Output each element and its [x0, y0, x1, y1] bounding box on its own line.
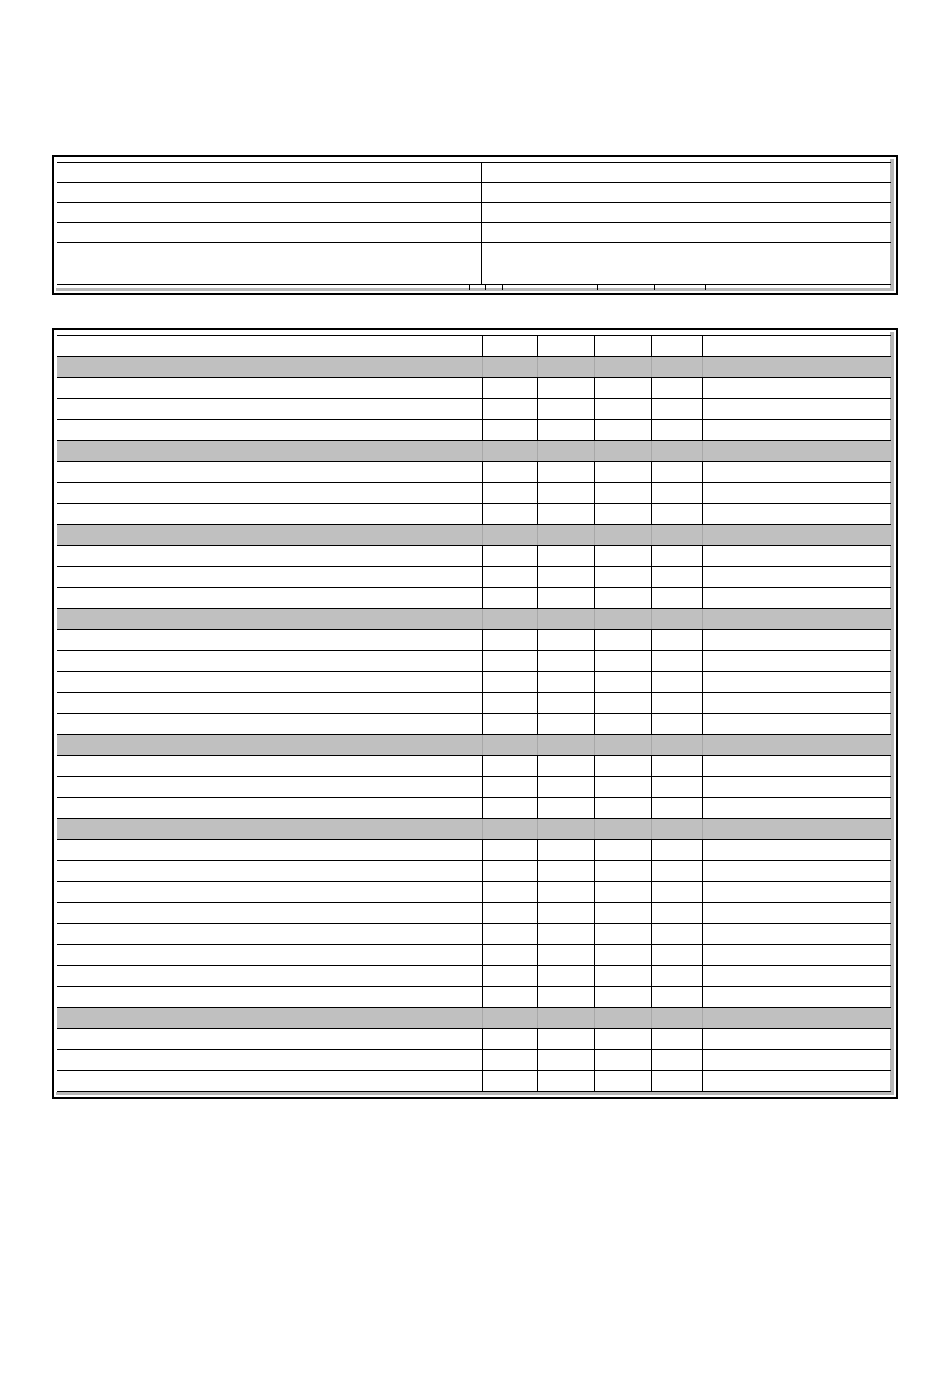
item-cell [57, 651, 482, 672]
remarks-cell[interactable] [702, 924, 891, 945]
section-filler-cell [482, 1008, 537, 1029]
col-b-cell[interactable] [537, 630, 594, 651]
col-b-cell[interactable] [537, 378, 594, 399]
section-filler-cell [702, 357, 891, 378]
col-b-cell[interactable] [537, 945, 594, 966]
col-b-cell[interactable] [537, 546, 594, 567]
section-filler-cell [702, 441, 891, 462]
remarks-cell[interactable] [702, 714, 891, 735]
col-a-cell[interactable] [482, 1050, 537, 1071]
section-filler-cell [594, 819, 651, 840]
header-col-b [537, 336, 594, 357]
section-filler-cell [651, 609, 702, 630]
col-d-cell[interactable] [651, 420, 702, 441]
col-a-cell[interactable] [482, 567, 537, 588]
column-stub [597, 284, 598, 290]
col-b-cell[interactable] [537, 714, 594, 735]
header-remarks [702, 336, 891, 357]
table-row [57, 546, 891, 567]
section-title [57, 525, 482, 546]
item-cell [57, 714, 482, 735]
col-b-cell[interactable] [537, 588, 594, 609]
section-filler-cell [594, 357, 651, 378]
info-label [57, 163, 481, 183]
section-filler-cell [651, 819, 702, 840]
item-cell [57, 546, 482, 567]
col-d-cell[interactable] [651, 987, 702, 1008]
remarks-cell[interactable] [702, 567, 891, 588]
col-d-cell[interactable] [651, 861, 702, 882]
info-row [57, 203, 891, 223]
section-title [57, 441, 482, 462]
section-filler-cell [537, 735, 594, 756]
section-filler-cell [482, 441, 537, 462]
col-a-cell[interactable] [482, 399, 537, 420]
col-d-cell[interactable] [651, 945, 702, 966]
col-a-cell[interactable] [482, 903, 537, 924]
remarks-cell[interactable] [702, 483, 891, 504]
table-row [57, 1050, 891, 1071]
remarks-cell[interactable] [702, 1029, 891, 1050]
remarks-cell[interactable] [702, 630, 891, 651]
info-row [57, 223, 891, 243]
col-a-cell[interactable] [482, 966, 537, 987]
col-d-cell[interactable] [651, 966, 702, 987]
remarks-cell[interactable] [702, 378, 891, 399]
table-row [57, 630, 891, 651]
col-c-cell[interactable] [594, 378, 651, 399]
col-d-cell[interactable] [651, 630, 702, 651]
table-row [57, 840, 891, 861]
item-cell [57, 903, 482, 924]
col-d-cell[interactable] [651, 1050, 702, 1071]
col-a-cell[interactable] [482, 630, 537, 651]
section-title [57, 819, 482, 840]
col-d-cell[interactable] [651, 672, 702, 693]
info-value-field[interactable] [481, 163, 891, 183]
table-row [57, 672, 891, 693]
col-c-cell[interactable] [594, 987, 651, 1008]
col-b-cell[interactable] [537, 462, 594, 483]
section-filler-cell [482, 819, 537, 840]
section-filler-cell [482, 357, 537, 378]
section-filler-cell [594, 1008, 651, 1029]
col-d-cell[interactable] [651, 567, 702, 588]
section-header-row [57, 441, 891, 462]
info-label [57, 203, 481, 223]
table-row [57, 903, 891, 924]
section-header-row [57, 525, 891, 546]
col-d-cell[interactable] [651, 840, 702, 861]
item-cell [57, 567, 482, 588]
section-title [57, 609, 482, 630]
col-c-cell[interactable] [594, 588, 651, 609]
item-cell [57, 924, 482, 945]
col-a-cell[interactable] [482, 987, 537, 1008]
remarks-cell[interactable] [702, 945, 891, 966]
col-d-cell[interactable] [651, 903, 702, 924]
col-c-cell[interactable] [594, 714, 651, 735]
col-a-cell[interactable] [482, 483, 537, 504]
col-c-cell[interactable] [594, 924, 651, 945]
section-filler-cell [482, 525, 537, 546]
section-filler-cell [482, 735, 537, 756]
col-a-cell[interactable] [482, 504, 537, 525]
col-b-cell[interactable] [537, 1050, 594, 1071]
info-label [57, 223, 481, 243]
section-filler-cell [594, 441, 651, 462]
remarks-cell[interactable] [702, 966, 891, 987]
item-cell [57, 861, 482, 882]
remarks-cell[interactable] [702, 987, 891, 1008]
col-c-cell[interactable] [594, 1029, 651, 1050]
col-c-cell[interactable] [594, 1071, 651, 1092]
col-c-cell[interactable] [594, 504, 651, 525]
col-c-cell[interactable] [594, 693, 651, 714]
col-a-cell[interactable] [482, 546, 537, 567]
col-d-cell[interactable] [651, 1071, 702, 1092]
table-row [57, 504, 891, 525]
table-row [57, 777, 891, 798]
section-filler-cell [537, 441, 594, 462]
remarks-cell[interactable] [702, 588, 891, 609]
col-a-cell[interactable] [482, 756, 537, 777]
info-table [57, 162, 891, 285]
section-title [57, 1008, 482, 1029]
col-d-cell[interactable] [651, 693, 702, 714]
col-a-cell[interactable] [482, 693, 537, 714]
col-c-cell[interactable] [594, 861, 651, 882]
info-row [57, 183, 891, 203]
checklist-form [52, 328, 898, 1099]
column-stub [705, 284, 706, 290]
section-header-row [57, 1008, 891, 1029]
col-d-cell[interactable] [651, 798, 702, 819]
table-row [57, 567, 891, 588]
col-d-cell[interactable] [651, 882, 702, 903]
remarks-cell[interactable] [702, 861, 891, 882]
info-form [52, 155, 898, 295]
table-row [57, 756, 891, 777]
col-a-cell[interactable] [482, 672, 537, 693]
item-cell [57, 840, 482, 861]
table-row [57, 966, 891, 987]
column-stub [485, 284, 486, 290]
remarks-cell[interactable] [702, 882, 891, 903]
section-filler-cell [537, 819, 594, 840]
table-row [57, 420, 891, 441]
item-cell [57, 966, 482, 987]
item-cell [57, 756, 482, 777]
section-filler-cell [651, 735, 702, 756]
col-b-cell[interactable] [537, 777, 594, 798]
item-cell [57, 483, 482, 504]
col-a-cell[interactable] [482, 924, 537, 945]
item-cell [57, 777, 482, 798]
header-col-a [482, 336, 537, 357]
col-d-cell[interactable] [651, 504, 702, 525]
col-c-cell[interactable] [594, 756, 651, 777]
col-c-cell[interactable] [594, 966, 651, 987]
col-c-cell[interactable] [594, 882, 651, 903]
column-stub [654, 284, 655, 290]
col-c-cell[interactable] [594, 462, 651, 483]
section-filler-cell [537, 525, 594, 546]
col-b-cell[interactable] [537, 987, 594, 1008]
info-value-field[interactable] [481, 243, 891, 285]
item-cell [57, 945, 482, 966]
header-col-d [651, 336, 702, 357]
table-row [57, 945, 891, 966]
remarks-cell[interactable] [702, 651, 891, 672]
col-a-cell[interactable] [482, 588, 537, 609]
table-row [57, 483, 891, 504]
table-row [57, 651, 891, 672]
col-d-cell[interactable] [651, 1029, 702, 1050]
item-cell [57, 1071, 482, 1092]
remarks-cell[interactable] [702, 798, 891, 819]
item-cell [57, 1050, 482, 1071]
remarks-cell[interactable] [702, 777, 891, 798]
col-c-cell[interactable] [594, 777, 651, 798]
info-value-field[interactable] [481, 203, 891, 223]
column-stub [502, 284, 503, 290]
section-header-row [57, 735, 891, 756]
col-a-cell[interactable] [482, 1029, 537, 1050]
col-d-cell[interactable] [651, 546, 702, 567]
item-cell [57, 987, 482, 1008]
col-a-cell[interactable] [482, 1071, 537, 1092]
col-d-cell[interactable] [651, 462, 702, 483]
col-b-cell[interactable] [537, 966, 594, 987]
col-b-cell[interactable] [537, 693, 594, 714]
col-d-cell[interactable] [651, 588, 702, 609]
col-a-cell[interactable] [482, 420, 537, 441]
col-d-cell[interactable] [651, 714, 702, 735]
col-a-cell[interactable] [482, 714, 537, 735]
col-d-cell[interactable] [651, 483, 702, 504]
remarks-cell[interactable] [702, 504, 891, 525]
header-item [57, 336, 482, 357]
checklist-header-row [57, 336, 891, 357]
section-filler-cell [702, 735, 891, 756]
item-cell [57, 672, 482, 693]
info-table-column-stubs [57, 284, 891, 290]
table-row [57, 714, 891, 735]
item-cell [57, 693, 482, 714]
table-row [57, 378, 891, 399]
checklist-table [57, 335, 891, 1092]
col-b-cell[interactable] [537, 903, 594, 924]
col-c-cell[interactable] [594, 546, 651, 567]
item-cell [57, 882, 482, 903]
item-cell [57, 378, 482, 399]
col-c-cell[interactable] [594, 1050, 651, 1071]
col-a-cell[interactable] [482, 861, 537, 882]
section-filler-cell [651, 1008, 702, 1029]
col-c-cell[interactable] [594, 420, 651, 441]
col-c-cell[interactable] [594, 567, 651, 588]
col-c-cell[interactable] [594, 483, 651, 504]
info-value-field[interactable] [481, 183, 891, 203]
info-label [57, 243, 481, 285]
section-filler-cell [651, 525, 702, 546]
col-b-cell[interactable] [537, 840, 594, 861]
remarks-cell[interactable] [702, 546, 891, 567]
info-value-field[interactable] [481, 223, 891, 243]
col-a-cell[interactable] [482, 882, 537, 903]
item-cell [57, 462, 482, 483]
info-row [57, 243, 891, 285]
col-a-cell[interactable] [482, 945, 537, 966]
col-c-cell[interactable] [594, 399, 651, 420]
col-b-cell[interactable] [537, 567, 594, 588]
table-row [57, 1071, 891, 1092]
table-row [57, 693, 891, 714]
col-a-cell[interactable] [482, 378, 537, 399]
remarks-cell[interactable] [702, 1071, 891, 1092]
col-b-cell[interactable] [537, 399, 594, 420]
remarks-cell[interactable] [702, 420, 891, 441]
table-row [57, 924, 891, 945]
section-filler-cell [594, 735, 651, 756]
table-row [57, 399, 891, 420]
col-d-cell[interactable] [651, 378, 702, 399]
info-label [57, 183, 481, 203]
col-b-cell[interactable] [537, 882, 594, 903]
col-c-cell[interactable] [594, 651, 651, 672]
item-cell [57, 399, 482, 420]
col-c-cell[interactable] [594, 840, 651, 861]
col-c-cell[interactable] [594, 903, 651, 924]
col-b-cell[interactable] [537, 924, 594, 945]
info-row [57, 163, 891, 183]
col-d-cell[interactable] [651, 651, 702, 672]
item-cell [57, 420, 482, 441]
column-stub [469, 284, 470, 290]
section-header-row [57, 357, 891, 378]
section-title [57, 357, 482, 378]
section-filler-cell [594, 609, 651, 630]
remarks-cell[interactable] [702, 462, 891, 483]
remarks-cell[interactable] [702, 693, 891, 714]
section-filler-cell [702, 609, 891, 630]
col-c-cell[interactable] [594, 945, 651, 966]
col-d-cell[interactable] [651, 756, 702, 777]
item-cell [57, 504, 482, 525]
table-row [57, 1029, 891, 1050]
col-b-cell[interactable] [537, 861, 594, 882]
table-row [57, 462, 891, 483]
table-row [57, 861, 891, 882]
col-b-cell[interactable] [537, 651, 594, 672]
remarks-cell[interactable] [702, 756, 891, 777]
section-title [57, 735, 482, 756]
section-filler-cell [702, 1008, 891, 1029]
col-b-cell[interactable] [537, 756, 594, 777]
item-cell [57, 798, 482, 819]
col-a-cell[interactable] [482, 798, 537, 819]
section-filler-cell [651, 441, 702, 462]
remarks-cell[interactable] [702, 399, 891, 420]
col-d-cell[interactable] [651, 924, 702, 945]
item-cell [57, 630, 482, 651]
section-filler-cell [537, 609, 594, 630]
col-b-cell[interactable] [537, 483, 594, 504]
remarks-cell[interactable] [702, 840, 891, 861]
section-filler-cell [482, 609, 537, 630]
col-d-cell[interactable] [651, 399, 702, 420]
item-cell [57, 1029, 482, 1050]
item-cell [57, 588, 482, 609]
section-filler-cell [702, 525, 891, 546]
remarks-cell[interactable] [702, 1050, 891, 1071]
table-row [57, 882, 891, 903]
table-row [57, 588, 891, 609]
section-filler-cell [702, 819, 891, 840]
header-col-c [594, 336, 651, 357]
col-b-cell[interactable] [537, 420, 594, 441]
section-filler-cell [537, 357, 594, 378]
section-filler-cell [537, 1008, 594, 1029]
remarks-cell[interactable] [702, 903, 891, 924]
col-c-cell[interactable] [594, 630, 651, 651]
col-b-cell[interactable] [537, 504, 594, 525]
col-a-cell[interactable] [482, 840, 537, 861]
section-filler-cell [594, 525, 651, 546]
col-d-cell[interactable] [651, 777, 702, 798]
col-a-cell[interactable] [482, 651, 537, 672]
section-filler-cell [651, 357, 702, 378]
section-header-row [57, 609, 891, 630]
remarks-cell[interactable] [702, 672, 891, 693]
table-row [57, 798, 891, 819]
col-b-cell[interactable] [537, 1029, 594, 1050]
col-b-cell[interactable] [537, 672, 594, 693]
col-a-cell[interactable] [482, 462, 537, 483]
section-header-row [57, 819, 891, 840]
col-b-cell[interactable] [537, 798, 594, 819]
col-b-cell[interactable] [537, 1071, 594, 1092]
col-c-cell[interactable] [594, 672, 651, 693]
col-a-cell[interactable] [482, 777, 537, 798]
col-c-cell[interactable] [594, 798, 651, 819]
table-row [57, 987, 891, 1008]
